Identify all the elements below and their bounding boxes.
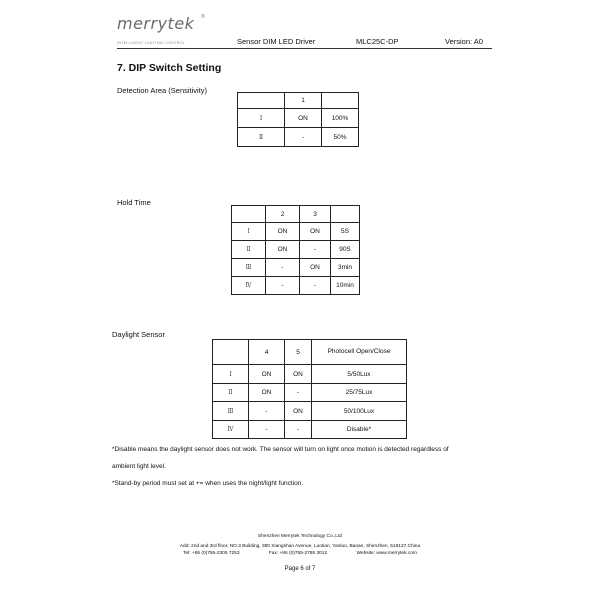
row-label: Ⅲ — [232, 259, 266, 277]
footer-website: Website: www.merrytek.com — [356, 551, 417, 556]
footer-tel: Tel: +86 (0)755-2305 7253 — [183, 551, 240, 556]
value-cell: 50/100Lux — [312, 402, 407, 421]
row-label: Ⅰ — [238, 109, 285, 128]
value-cell: 5S — [331, 223, 360, 241]
page-number: Page 6 of 7 — [284, 566, 316, 572]
switch-cell: ON — [266, 241, 300, 259]
logo-tagline: INTELLIGENT LIGHTING CONTROL — [117, 41, 186, 45]
value-cell: 3min — [331, 259, 360, 277]
switch-cell: - — [249, 421, 285, 439]
version-label: Version: A0 — [445, 37, 483, 46]
daylight-sensor-table — [212, 339, 407, 439]
footer-company: Shenzhen Merrytek Technology Co.,Ltd — [258, 534, 342, 539]
header-cell: 2 — [266, 206, 300, 223]
table-row — [213, 421, 407, 439]
table-row — [213, 402, 407, 421]
switch-cell: - — [285, 384, 312, 402]
value-cell: 25/75Lux — [312, 384, 407, 402]
switch-cell: - — [266, 259, 300, 277]
value-cell: 90S — [331, 241, 360, 259]
value-cell: 5/50Lux — [312, 365, 407, 384]
switch-cell: ON — [285, 402, 312, 421]
row-label: Ⅱ — [232, 241, 266, 259]
switch-cell: ON — [249, 365, 285, 384]
row-label: Ⅳ — [213, 421, 249, 439]
header-cell: Photocell Open/Close — [312, 340, 407, 365]
row-label: Ⅰ — [232, 223, 266, 241]
footer-fax: Fax: +86 (0)755-2786 3012 — [268, 551, 328, 556]
doc-title: Sensor DIM LED Driver — [237, 37, 316, 46]
table-header-row — [238, 93, 359, 109]
table-row — [213, 384, 407, 402]
header-cell — [238, 93, 285, 109]
row-label: Ⅰ — [213, 365, 249, 384]
switch-cell: - — [300, 277, 331, 295]
hold-time-label: Hold Time — [117, 198, 151, 207]
page-header — [117, 10, 492, 49]
switch-cell: - — [249, 402, 285, 421]
merrytek-logo — [117, 14, 205, 45]
table-row — [213, 365, 407, 384]
value-cell: 50% — [322, 128, 359, 147]
daylight-sensor-label: Daylight Sensor — [112, 330, 165, 339]
switch-cell: ON — [300, 259, 331, 277]
row-label: Ⅱ — [238, 128, 285, 147]
value-cell: Disable* — [312, 421, 407, 439]
table-row — [232, 259, 360, 277]
value-cell: 10min — [331, 277, 360, 295]
header-cell — [331, 206, 360, 223]
disable-note-line2: ambient light level. — [112, 463, 166, 470]
header-cell: 3 — [300, 206, 331, 223]
switch-cell: - — [285, 421, 312, 439]
header-cell: 5 — [285, 340, 312, 365]
hold-time-table — [231, 205, 360, 295]
section-title: 7. DIP Switch Setting — [117, 62, 222, 74]
footer-contact — [0, 551, 600, 556]
row-label: Ⅲ — [213, 402, 249, 421]
header-cell: 1 — [285, 93, 322, 109]
table-row — [232, 277, 360, 295]
disable-note-line1: *Disable means the daylight sensor does not work. The sensor will turn on light once motion is detected regardless of — [112, 446, 449, 453]
detection-label: Detection Area (Sensitivity) — [117, 86, 208, 95]
header-cell — [232, 206, 266, 223]
table-row — [238, 128, 359, 147]
value-cell: 100% — [322, 109, 359, 128]
table-header-row — [232, 206, 360, 223]
model-number: MLC25C-DP — [356, 37, 399, 46]
switch-cell: ON — [266, 223, 300, 241]
switch-cell: - — [300, 241, 331, 259]
footer-address: Add: 2nd and 3rd floor, NO.3 Building, 380 Xiangshan Avenue, Luotian, Yanluo, Baoan, Shenzhen, 518127,China — [179, 544, 421, 549]
table-row — [238, 109, 359, 128]
header-cell: 4 — [249, 340, 285, 365]
switch-cell: ON — [285, 365, 312, 384]
table-header-row — [213, 340, 407, 365]
switch-cell: - — [285, 128, 322, 147]
switch-cell: ON — [285, 109, 322, 128]
table-row — [232, 241, 360, 259]
table-row — [232, 223, 360, 241]
detection-table — [237, 92, 359, 147]
switch-cell: ON — [300, 223, 331, 241]
switch-cell: - — [266, 277, 300, 295]
logo-wordmark: merrytek — [117, 14, 195, 33]
header-cell — [213, 340, 249, 365]
header-cell — [322, 93, 359, 109]
registered-mark: ® — [201, 14, 205, 20]
switch-cell: ON — [249, 384, 285, 402]
row-label: Ⅳ — [232, 277, 266, 295]
standby-note: *Stand-by period must set at += when uses the night/light function. — [112, 480, 304, 487]
row-label: Ⅱ — [213, 384, 249, 402]
